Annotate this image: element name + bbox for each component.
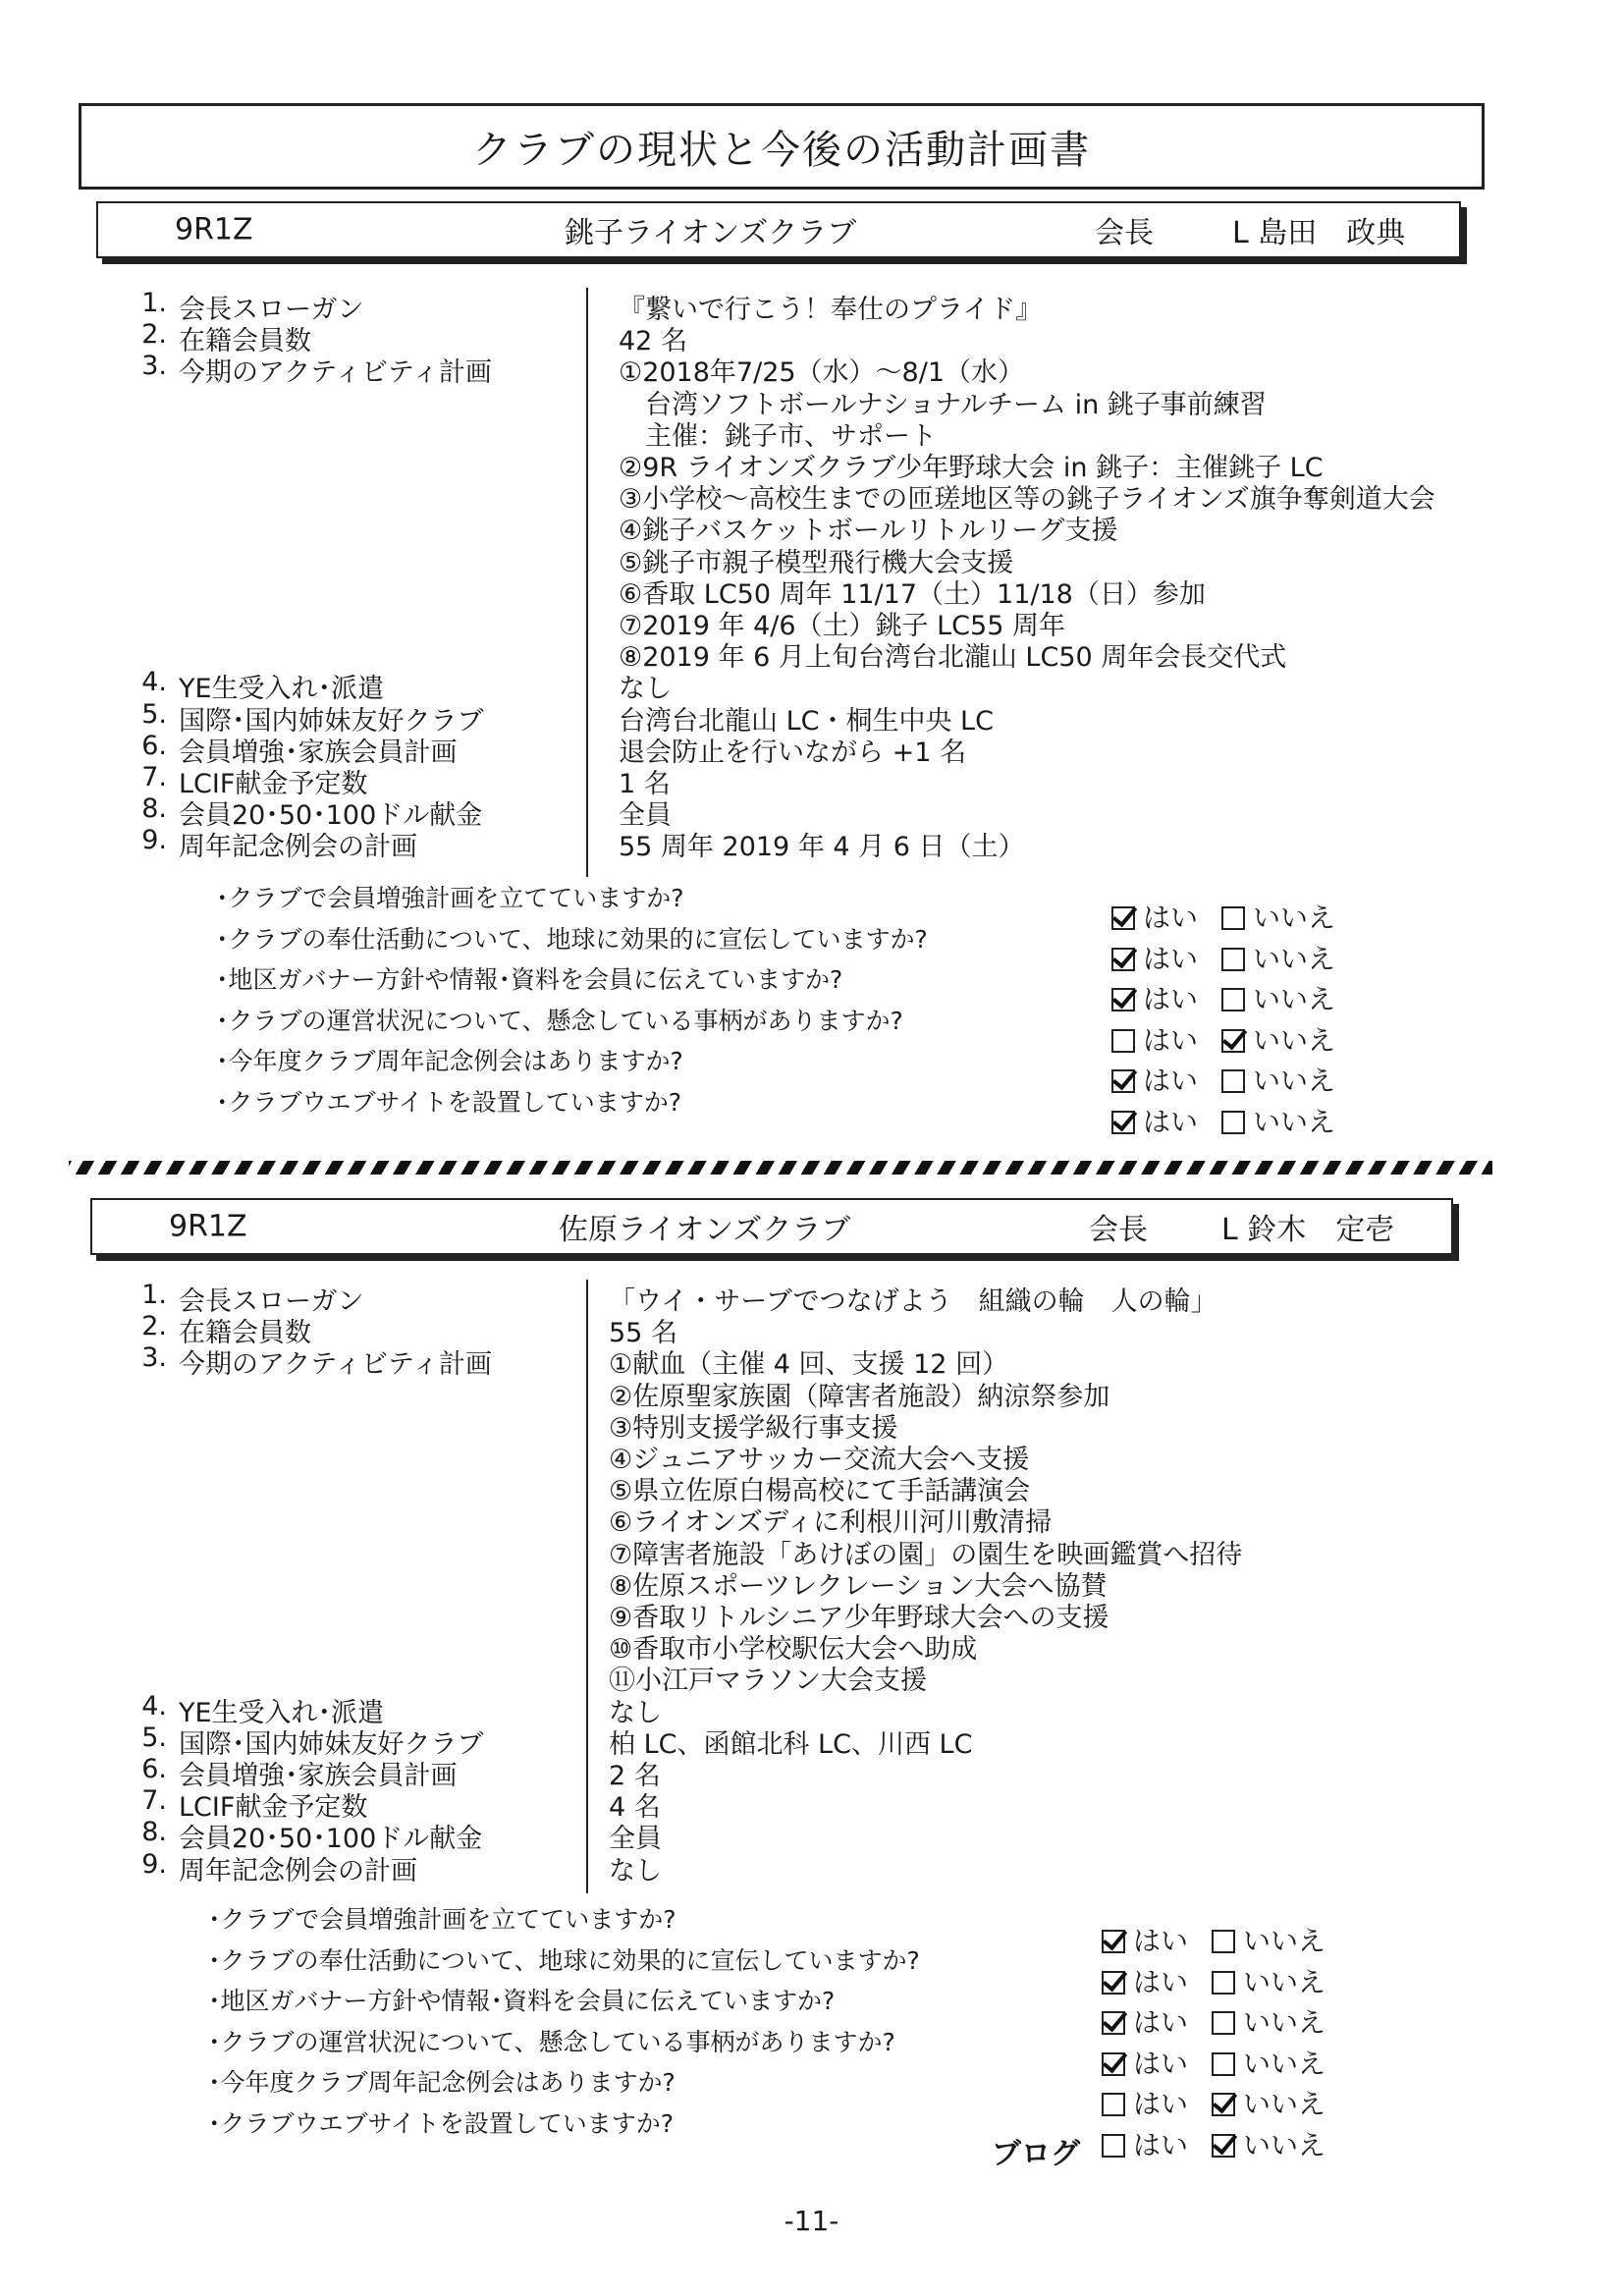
item-value: 退会防止を行いながら +1 名 [619, 737, 966, 768]
item-value: ⑥ライオンズディに利根川河川敷清掃 [609, 1507, 1053, 1539]
item-number: 3. [141, 351, 167, 382]
item-value: 「ウイ・サーブでつなげよう 組織の輪 人の輪」 [609, 1286, 1217, 1317]
answer-no-option[interactable] [1212, 2083, 1325, 2122]
checked-checkbox[interactable] [1111, 1111, 1135, 1134]
checked-checkbox[interactable] [1212, 2134, 1235, 2158]
item-number: 1. [141, 1280, 167, 1310]
item-value: ②佐原聖家族園（障害者施設）納涼祭参加 [609, 1381, 1110, 1412]
answer-yes-label: はい [1143, 942, 1199, 975]
answer-no-label: いいえ [1253, 983, 1336, 1015]
question-text: ･今年度クラブ周年記念例会はありますか? [216, 1047, 683, 1075]
item-label: 国際･国内姉妹友好クラブ [179, 1728, 484, 1760]
item-value: ⑤銚子市親子模型飛行機大会支援 [619, 547, 1014, 578]
question-text: ･クラブの奉仕活動について、地球に効果的に宣伝していますか? [208, 1945, 920, 1975]
president-name: L 鈴木 定壱 [1221, 1213, 1395, 1247]
empty-checkbox[interactable] [1212, 1930, 1235, 1953]
answer-no-option[interactable] [1221, 1060, 1335, 1099]
answer-no-option[interactable] [1212, 1920, 1325, 1959]
club-header [96, 201, 1461, 258]
checked-checkbox[interactable] [1111, 1069, 1135, 1093]
answer-yes-option[interactable] [1111, 897, 1198, 936]
item-value: ①2018年7/25（水）～8/1（水） [619, 357, 1025, 389]
item-value: ⑧佐原スポーツレクレーション大会へ協賛 [609, 1570, 1108, 1602]
item-value: ⑨香取リトルシニア少年野球大会への支援 [609, 1603, 1109, 1633]
item-label: 会長スローガン [179, 295, 364, 325]
item-value: なし [609, 1697, 662, 1728]
empty-checkbox[interactable] [1221, 948, 1245, 971]
item-label: 会員20･50･100ドル献金 [179, 1824, 483, 1855]
answer-no-option[interactable] [1212, 2043, 1325, 2082]
answer-yes-option[interactable] [1111, 978, 1198, 1017]
page-title: クラブの現状と今後の活動計画書 [79, 103, 1485, 190]
item-number: 9. [141, 1848, 167, 1880]
divider-line [586, 288, 588, 877]
empty-checkbox[interactable] [1102, 2093, 1125, 2116]
zone-code: 9R1Z [175, 212, 253, 247]
item-value: ⑥香取 LC50 周年 11/17（土）11/18（日）参加 [619, 578, 1206, 610]
answer-yes-option[interactable] [1102, 2043, 1188, 2082]
answer-group [1102, 1961, 1349, 2000]
answer-no-label: いいえ [1253, 1065, 1336, 1097]
item-value: 55 周年 2019 年 4 月 6 日（土） [619, 832, 1025, 863]
checked-checkbox[interactable] [1102, 1930, 1125, 1953]
empty-checkbox[interactable] [1111, 1029, 1135, 1053]
checked-checkbox[interactable] [1102, 2011, 1125, 2035]
item-number: 2. [141, 1311, 167, 1342]
item-label: YE生受入れ･派遣 [179, 1697, 385, 1728]
president-title: 会長 [1089, 1213, 1148, 1247]
item-value: 55 名 [609, 1318, 677, 1349]
answer-yes-label: はい [1143, 902, 1199, 934]
answer-no-label: いいえ [1243, 2006, 1326, 2039]
item-label: 今期のアクティビティ計画 [179, 1349, 492, 1381]
answer-group [1111, 897, 1359, 936]
checked-checkbox[interactable] [1212, 2093, 1235, 2116]
item-value: 『繋いで行こう！奉仕のプライド』 [619, 295, 1043, 325]
item-value: 台湾ソフトボールナショナルチーム in 銚子事前練習 [619, 389, 1267, 420]
item-value: ③特別支援学級行事支援 [609, 1412, 898, 1444]
answer-no-option[interactable] [1221, 897, 1335, 936]
answer-yes-option[interactable] [1102, 2124, 1188, 2163]
item-value: 1 名 [619, 769, 671, 799]
item-value: 4 名 [609, 1792, 661, 1824]
item-number: 4. [141, 1690, 167, 1722]
club-name: 銚子ライオンズクラブ [565, 216, 857, 250]
item-value: 主催：銚子市、サポート [619, 420, 937, 452]
answer-yes-label: はい [1143, 1105, 1199, 1138]
answer-no-option[interactable] [1212, 2124, 1325, 2163]
answer-group [1102, 2124, 1349, 2163]
checked-checkbox[interactable] [1102, 1971, 1125, 1995]
item-value: ⑩香取市小学校駅伝大会へ助成 [609, 1634, 978, 1666]
answer-yes-label: はい [1133, 1925, 1189, 1957]
item-label: LCIF献金予定数 [179, 1792, 368, 1824]
blog-label: ブログ [992, 2137, 1080, 2171]
item-label: 会長スローガン [179, 1286, 364, 1317]
item-label: 会員増強･家族会員計画 [179, 737, 458, 768]
item-value: 2 名 [609, 1761, 661, 1791]
item-value: ④ジュニアサッカー交流大会へ支援 [609, 1445, 1030, 1475]
item-label: 会員増強･家族会員計画 [179, 1761, 458, 1791]
answer-yes-option[interactable] [1111, 1019, 1198, 1059]
zone-code: 9R1Z [169, 1209, 247, 1244]
item-value: ⑧2019 年 6 月上旬台湾台北瀧山 LC50 周年会長交代式 [619, 642, 1287, 674]
question-text: ･クラブウエブサイトを設置していますか? [216, 1087, 682, 1117]
question-text: ･地区ガバナー方針や情報･資料を会員に伝えていますか? [208, 1987, 836, 2015]
question-text: ･クラブの運営状況について、懸念している事柄がありますか? [216, 1006, 903, 1035]
item-number: 6. [141, 1754, 167, 1784]
item-label: 在籍会員数 [179, 1318, 311, 1349]
section-divider [69, 1161, 1492, 1175]
answer-yes-option[interactable] [1111, 1101, 1198, 1140]
empty-checkbox[interactable] [1212, 1971, 1235, 1995]
answer-no-label: いいえ [1243, 2128, 1326, 2161]
answer-group [1111, 1101, 1359, 1140]
item-value: ⑦障害者施設「あけぼの園」の園生を映画鑑賞へ招待 [609, 1539, 1243, 1570]
answer-yes-label: はい [1133, 2088, 1189, 2120]
empty-checkbox[interactable] [1212, 2011, 1235, 2035]
item-value: 柏 LC、函館北科 LC、川西 LC [609, 1728, 973, 1760]
answer-no-label: いいえ [1243, 2088, 1326, 2120]
answer-yes-label: はい [1143, 983, 1199, 1015]
item-number: 7. [141, 1785, 167, 1817]
item-value: 42 名 [619, 326, 687, 357]
answer-no-label: いいえ [1243, 1925, 1326, 1957]
question-text: ･クラブウエブサイトを設置していますか? [208, 2108, 675, 2138]
answer-group [1102, 2043, 1349, 2082]
answer-no-label: いいえ [1243, 1965, 1326, 1998]
answer-yes-label: はい [1133, 2128, 1189, 2161]
item-label: 今期のアクティビティ計画 [179, 357, 492, 389]
item-value: 台湾台北龍山 LC・桐生中央 LC [619, 705, 994, 737]
item-value: ⑤県立佐原白楊高校にて手話講演会 [609, 1476, 1031, 1507]
checked-checkbox[interactable] [1111, 906, 1135, 930]
item-number: 8. [141, 793, 167, 825]
item-value: なし [619, 674, 672, 705]
item-number: 8. [141, 1817, 167, 1848]
answer-no-label: いいえ [1253, 1105, 1336, 1138]
president-title: 会長 [1095, 216, 1154, 250]
answer-group [1111, 1060, 1359, 1099]
item-number: 3. [141, 1342, 167, 1374]
answer-no-option[interactable] [1221, 978, 1335, 1017]
question-text: ･今年度クラブ周年記念例会はありますか? [208, 2068, 676, 2097]
question-text: ･クラブの運営状況について、懸念している事柄がありますか? [208, 2027, 895, 2056]
item-number: 7. [141, 762, 167, 793]
president-name: L 島田 政典 [1232, 216, 1406, 250]
divider-line [586, 1280, 588, 1893]
item-value: ②9R ライオンズクラブ少年野球大会 in 銚子：主催銚子 LC [619, 453, 1324, 483]
answer-yes-option[interactable] [1111, 938, 1198, 977]
answer-yes-option[interactable] [1102, 1920, 1188, 1959]
answer-yes-label: はい [1133, 1965, 1189, 1998]
answer-yes-option[interactable] [1102, 1961, 1188, 2000]
empty-checkbox[interactable] [1221, 1111, 1245, 1134]
checked-checkbox[interactable] [1111, 948, 1135, 971]
empty-checkbox[interactable] [1221, 988, 1245, 1011]
empty-checkbox[interactable] [1212, 2052, 1235, 2076]
item-label: 会員20･50･100ドル献金 [179, 800, 483, 832]
answer-no-label: いいえ [1243, 2047, 1326, 2080]
item-label: 在籍会員数 [179, 326, 311, 357]
empty-checkbox[interactable] [1221, 906, 1245, 930]
answer-no-option[interactable] [1221, 938, 1335, 977]
answer-no-option[interactable] [1212, 2001, 1325, 2041]
answer-yes-label: はい [1133, 2047, 1189, 2080]
item-value: ⑦2019 年 4/6（土）銚子 LC55 周年 [619, 611, 1065, 641]
page-number: -11- [784, 2205, 839, 2237]
item-number: 9. [141, 825, 167, 856]
empty-checkbox[interactable] [1102, 2134, 1125, 2158]
answer-no-label: いいえ [1253, 1023, 1336, 1057]
answer-group [1111, 1019, 1359, 1059]
checked-checkbox[interactable] [1102, 2052, 1125, 2076]
item-value: 全員 [609, 1824, 662, 1855]
answer-yes-option[interactable] [1102, 2001, 1188, 2041]
item-value: なし [609, 1855, 662, 1886]
answer-group [1102, 1920, 1349, 1959]
item-value: 全員 [619, 800, 672, 832]
checked-checkbox[interactable] [1111, 988, 1135, 1011]
answer-group [1102, 2001, 1349, 2041]
answer-no-option[interactable] [1221, 1101, 1335, 1140]
answer-group [1102, 2083, 1349, 2122]
answer-group [1111, 938, 1359, 977]
club-header [90, 1198, 1453, 1255]
item-value: ①献血（主催 4 回、支援 12 回） [609, 1349, 1009, 1381]
item-number: 6. [141, 730, 167, 761]
question-text: ･地区ガバナー方針や情報･資料を会員に伝えていますか? [216, 965, 843, 994]
answer-yes-label: はい [1143, 1065, 1199, 1097]
question-text: ･クラブの奉仕活動について、地球に効果的に宣伝していますか? [216, 924, 928, 954]
item-value: ⑪小江戸マラソン大会支援 [609, 1666, 927, 1697]
answer-yes-option[interactable] [1102, 2083, 1188, 2122]
item-label: LCIF献金予定数 [179, 769, 368, 799]
item-number: 5. [141, 698, 167, 730]
answer-yes-label: はい [1143, 1023, 1199, 1057]
item-number: 4. [141, 667, 167, 698]
question-text: ･クラブで会員増強計画を立てていますか? [208, 1905, 676, 1934]
answer-yes-option[interactable] [1111, 1060, 1198, 1099]
item-label: 周年記念例会の計画 [179, 1855, 417, 1886]
answer-no-option[interactable] [1221, 1019, 1335, 1059]
item-number: 1. [141, 288, 167, 318]
item-label: YE生受入れ･派遣 [179, 674, 385, 705]
question-text: ･クラブで会員増強計画を立てていますか? [216, 884, 684, 912]
item-value: ③小学校～高校生までの匝瑳地区等の銚子ライオンズ旗争奪剣道大会 [619, 484, 1435, 516]
item-number: 2. [141, 319, 167, 351]
checked-checkbox[interactable] [1221, 1029, 1245, 1053]
item-label: 周年記念例会の計画 [179, 832, 417, 863]
answer-no-label: いいえ [1253, 942, 1336, 975]
empty-checkbox[interactable] [1221, 1069, 1245, 1093]
club-name: 佐原ライオンズクラブ [559, 1213, 851, 1247]
answer-group [1111, 978, 1359, 1017]
answer-no-option[interactable] [1212, 1961, 1325, 2000]
answer-no-label: いいえ [1253, 902, 1336, 934]
item-value: ④銚子バスケットボールリトルリーグ支援 [619, 516, 1118, 547]
item-number: 5. [141, 1722, 167, 1753]
answer-yes-label: はい [1133, 2006, 1189, 2039]
item-label: 国際･国内姉妹友好クラブ [179, 705, 484, 737]
